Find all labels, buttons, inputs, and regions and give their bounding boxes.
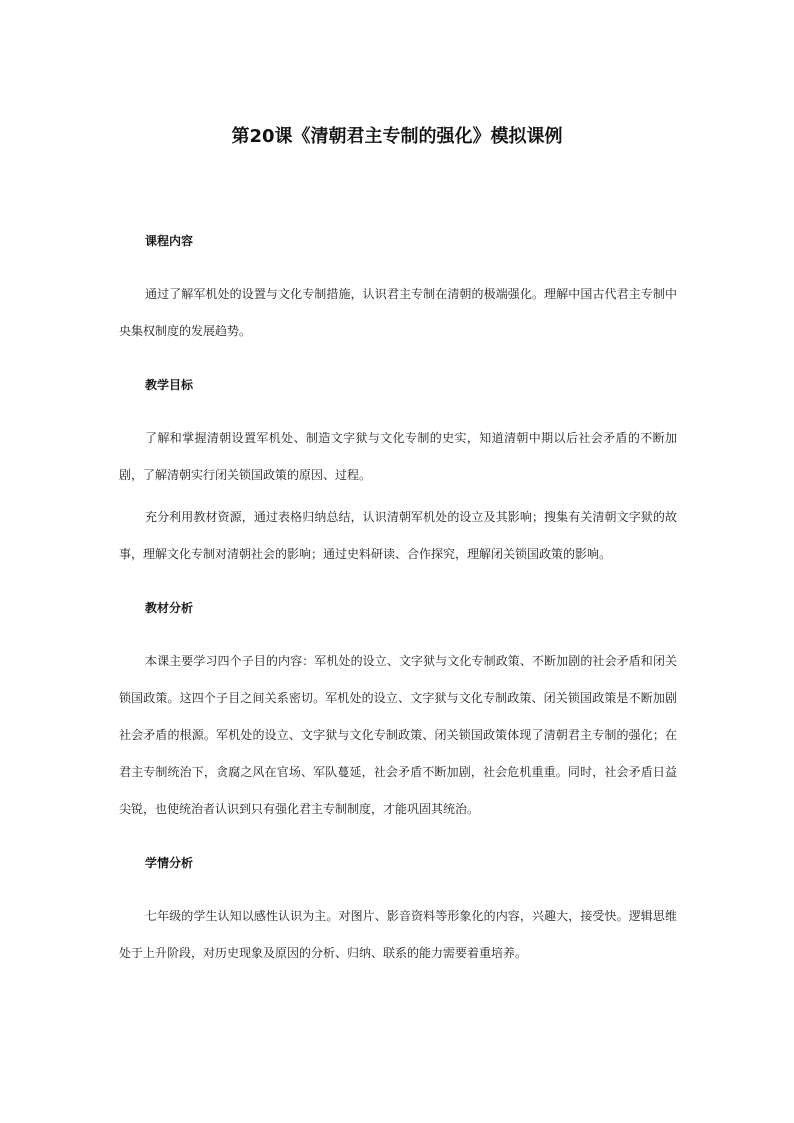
student-analysis-paragraph: 七年级的学生认知以感性认识为主。对图片、影音资料等形象化的内容，兴趣大，接受快。逻辑思维处于上升阶段，对历史现象及原因的分析、归纳、联系的能力需要着重培养。 [119,909,677,960]
section-heading-course-content: 课程内容 [145,234,194,248]
section-heading-student-analysis: 学情分析 [145,856,194,870]
course-content-paragraph: 通过了解军机处的设置与文化专制措施，认识君主专制在清朝的极端强化。理解中国古代君主专制中央集权制度的发展趋势。 [119,287,677,338]
teaching-goals-paragraph-2: 充分利用教材资源，通过表格归纳总结，认识清朝军机处的设立及其影响；搜集有关清朝文字狱的故事，理解文化专制对清朝社会的影响；通过史料研读、合作探究，理解闭关锁国政策的影响。 [119,510,677,561]
textbook-analysis-paragraph: 本课主要学习四个子目的内容：军机处的设立、文字狱与文化专制政策、不断加剧的社会矛盾和闭关锁国政策。这四个子目之间关系密切。军机处的设立、文字狱与文化专制政策、闭关锁国政策是不断加剧社会矛盾的根源。军机处的设立、文字狱与文化专制政策、闭关锁国政策体现了清朝君主专制的强化；在君主专制统治下，贪腐之风在官场、军队蔓延，社会矛盾不断加剧，社会危机重重。同时，社会矛盾日益尖锐，也使统治者认识到只有强化君主专制制度，才能巩固其统治。 [119,654,677,816]
document-body [119,226,677,972]
section-heading-teaching-goals: 教学目标 [145,378,194,392]
teaching-goals-paragraph-1: 了解和掌握清朝设置军机处、制造文字狱与文化专制的史实，知道清朝中期以后社会矛盾的不断加剧，了解清朝实行闭关锁国政策的原因、过程。 [119,431,677,482]
section-heading-textbook-analysis: 教材分析 [145,601,194,615]
document-title: 第20课《清朝君主专制的强化》模拟课例 [231,126,563,147]
